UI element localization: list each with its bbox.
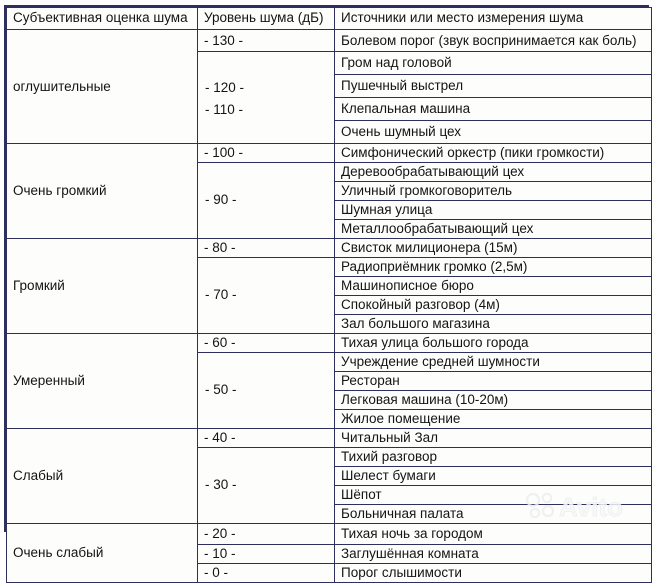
- level-value: - 90 -: [205, 192, 237, 208]
- source-cell: Легковая машина (10-20м): [335, 391, 652, 410]
- table-row: [7, 524, 652, 545]
- level-cell: - 130 -: [198, 30, 335, 52]
- level-sub-row: [198, 353, 334, 380]
- level-spacer: [198, 306, 334, 333]
- level-cell-group: [198, 353, 335, 429]
- level-spacer: [198, 401, 334, 428]
- source-cell: Очень шумный цех: [335, 121, 652, 144]
- level-cell: - 100 -: [198, 144, 335, 163]
- level-cell: - 20 -: [198, 524, 335, 545]
- avito-wordmark: Avito: [559, 492, 624, 522]
- noise-level-table-container: [4, 5, 649, 581]
- source-cell: Пушечный выстрел: [335, 75, 652, 98]
- source-cell: Деревообрабатывающий цех: [335, 163, 652, 182]
- level-cell-group: [198, 448, 335, 524]
- source-cell: Больничная палата: [335, 505, 652, 524]
- level-value: - 70 -: [205, 287, 237, 303]
- level-spacer: [198, 496, 334, 523]
- level-sub-row: [198, 77, 334, 99]
- level-sub-row: [198, 163, 334, 190]
- level-sub-row: [198, 380, 334, 401]
- noise-level-table: [6, 7, 652, 583]
- level-spacer: [198, 121, 334, 143]
- source-cell: Спокойный разговор (4м): [335, 296, 652, 315]
- level-sub-row: [198, 285, 334, 306]
- level-spacer: [198, 163, 334, 190]
- level-sub-row: [198, 211, 334, 238]
- source-cell: Уличный громкоговоритель: [335, 182, 652, 201]
- level-cell-group: [198, 52, 335, 144]
- source-cell: Шумная улица: [335, 201, 652, 220]
- level-spacer: [198, 258, 334, 285]
- level-cell: - 0 -: [198, 564, 335, 583]
- source-cell: Клепальная машина: [335, 98, 652, 121]
- level-sub-row: [198, 448, 334, 475]
- source-cell: Ресторан: [335, 372, 652, 391]
- source-cell: Тихая ночь за городом: [335, 524, 652, 545]
- source-cell: Шёпот: [335, 486, 652, 505]
- level-sub-row: [198, 401, 334, 428]
- source-cell: Учреждение средней шумности: [335, 353, 652, 372]
- level-sub-row: [198, 496, 334, 523]
- source-cell: Металлообрабатывающий цех: [335, 220, 652, 239]
- category-cell: Очень слабый: [7, 524, 198, 583]
- level-sub-table: [198, 353, 334, 428]
- level-sub-row: [198, 190, 334, 211]
- source-cell: Зал большого магазина: [335, 315, 652, 334]
- level-sub-table: [198, 163, 334, 238]
- source-cell: Шелест бумаги: [335, 467, 652, 486]
- level-sub-row: [198, 475, 334, 496]
- level-cell-group: [198, 163, 335, 239]
- level-value: - 120 -: [205, 79, 245, 95]
- level-sub-row: [198, 306, 334, 333]
- header-cell-category: Субъективная оценка шума: [7, 8, 198, 30]
- level-sub-row: [198, 121, 334, 143]
- category-cell: Умеренный: [7, 334, 198, 429]
- table-row: [7, 30, 652, 52]
- source-cell: Заглушённая комната: [335, 545, 652, 564]
- level-spacer: [198, 448, 334, 475]
- level-cell: - 60 -: [198, 334, 335, 353]
- table-row: [7, 429, 652, 448]
- level-spacer: [198, 353, 334, 380]
- table-row: [7, 239, 652, 258]
- category-cell: Очень громкий: [7, 144, 198, 239]
- table-row: [7, 144, 652, 163]
- level-cell: - 80 -: [198, 239, 335, 258]
- category-cell: Громкий: [7, 239, 198, 334]
- source-cell: Порог слышимости: [335, 564, 652, 583]
- source-cell: Свисток милиционера (15м): [335, 239, 652, 258]
- table-row: [7, 334, 652, 353]
- level-sub-table: [198, 448, 334, 523]
- level-spacer: [198, 52, 334, 77]
- source-cell: Жилое помещение: [335, 410, 652, 429]
- level-value: - 110 -: [205, 101, 244, 117]
- level-sub-table: [198, 258, 334, 333]
- level-cell-group: [198, 258, 335, 334]
- level-value: - 50 -: [205, 382, 237, 398]
- header-cell-source: Источники или место измерения шума: [335, 8, 652, 30]
- source-cell: Машинописное бюро: [335, 277, 652, 296]
- source-cell: Радиоприёмник громко (2,5м): [335, 258, 652, 277]
- level-sub-table: [198, 52, 334, 143]
- table-header-row: [7, 8, 652, 30]
- source-cell: Тихая улица большого города: [335, 334, 652, 353]
- source-cell: Болевом порог (звук воспринимается как боль): [335, 30, 652, 52]
- source-cell: Читальный Зал: [335, 429, 652, 448]
- level-cell: - 10 -: [198, 545, 335, 564]
- level-sub-row: [198, 99, 334, 121]
- level-spacer: [198, 211, 334, 238]
- level-sub-row: [198, 52, 334, 77]
- source-cell: Симфонический оркестр (пики громкости): [335, 144, 652, 163]
- level-sub-row: [198, 258, 334, 285]
- category-cell: Слабый: [7, 429, 198, 524]
- header-cell-level: Уровень шума (дБ): [198, 8, 335, 30]
- level-value: - 30 -: [205, 477, 237, 493]
- level-cell: - 40 -: [198, 429, 335, 448]
- source-cell: Тихий разговор: [335, 448, 652, 467]
- source-cell: Гром над головой: [335, 52, 652, 75]
- category-cell: оглушительные: [7, 30, 198, 144]
